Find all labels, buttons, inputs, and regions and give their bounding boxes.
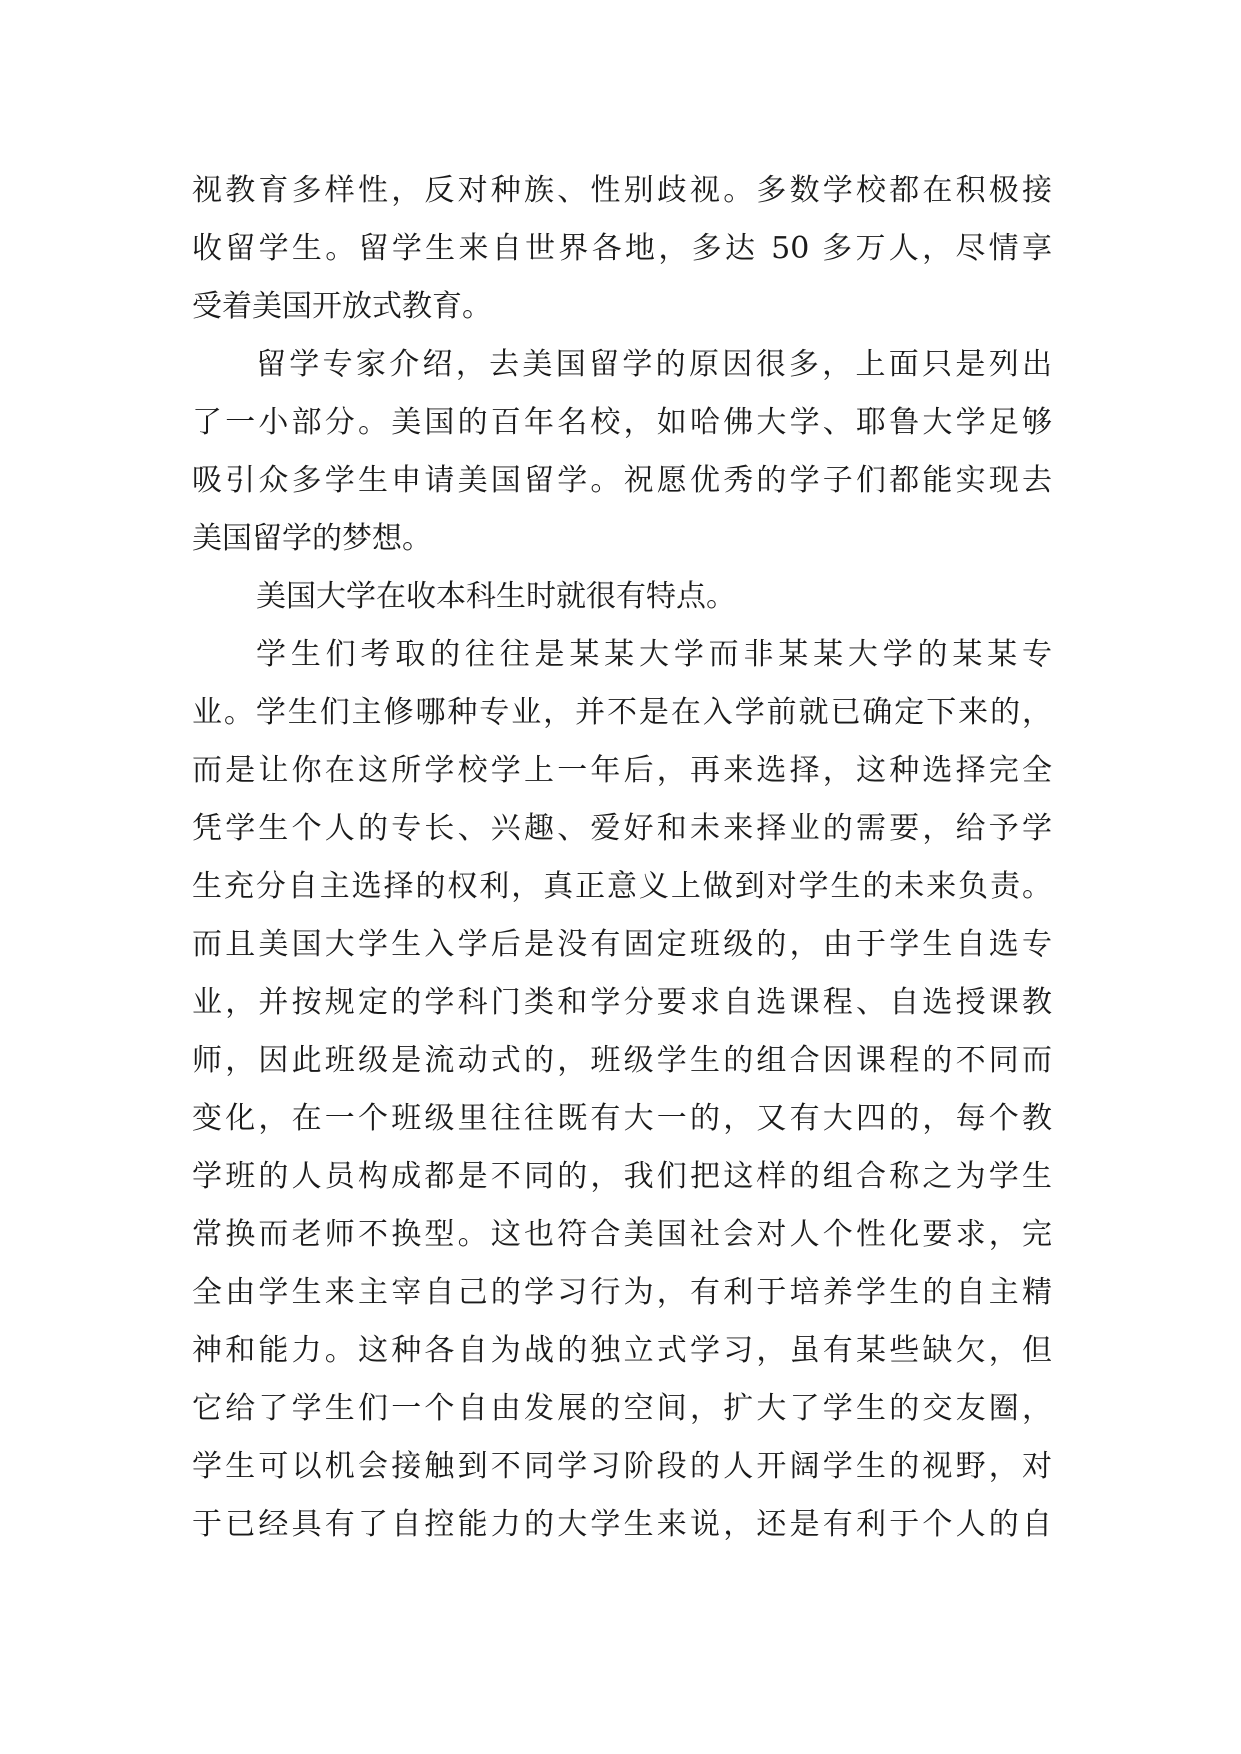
text-line: 受着美国开放式教育。: [192, 289, 492, 324]
text-line: 了一小部分。美国的百年名校，如哈佛大学、耶鲁大学足够: [192, 405, 1052, 440]
paragraph-first-line: 美国大学在收本科生时就很有特点。: [256, 579, 736, 614]
text-line: 常换而老师不换型。这也符合美国社会对人个性化要求，完: [192, 1217, 1052, 1252]
text-line: 美国留学的梦想。: [192, 521, 432, 556]
text-line: 而是让你在这所学校学上一年后，再来选择，这种选择完全: [192, 753, 1052, 788]
text-line: 全由学生来主宰自己的学习行为，有利于培养学生的自主精: [192, 1275, 1052, 1310]
text-line: 神和能力。这种各自为战的独立式学习，虽有某些缺欠，但: [192, 1333, 1052, 1368]
text-line: 学生可以机会接触到不同学习阶段的人开阔学生的视野，对: [192, 1449, 1052, 1484]
text-line: 凭学生个人的专长、兴趣、爱好和未来择业的需要，给予学: [192, 811, 1052, 846]
text-line: 业。学生们主修哪种专业，并不是在入学前就已确定下来的，: [192, 695, 1052, 730]
text-line: 业，并按规定的学科门类和学分要求自选课程、自选授课教: [192, 985, 1052, 1020]
text-line: 于已经具有了自控能力的大学生来说，还是有利于个人的自: [192, 1507, 1052, 1542]
text-line: 视教育多样性，反对种族、性别歧视。多数学校都在积极接: [192, 173, 1052, 208]
text-line: 而且美国大学生入学后是没有固定班级的，由于学生自选专: [192, 927, 1052, 962]
text-line: 变化，在一个班级里往往既有大一的，又有大四的，每个教: [192, 1101, 1052, 1136]
text-line: 师，因此班级是流动式的，班级学生的组合因课程的不同而: [192, 1043, 1052, 1078]
text-line: 它给了学生们一个自由发展的空间，扩大了学生的交友圈，: [192, 1391, 1052, 1426]
text-line: 学班的人员构成都是不同的，我们把这样的组合称之为学生: [192, 1159, 1052, 1194]
text-line: 吸引众多学生申请美国留学。祝愿优秀的学子们都能实现去: [192, 463, 1052, 498]
paragraph-first-line: 留学专家介绍，去美国留学的原因很多，上面只是列出: [256, 347, 1052, 382]
paragraph-first-line: 学生们考取的往往是某某大学而非某某大学的某某专: [256, 637, 1052, 672]
text-line: 生充分自主选择的权利，真正意义上做到对学生的未来负责。: [192, 869, 1052, 904]
body-text: [192, 162, 1052, 1554]
text-line: 收留学生。留学生来自世界各地，多达 50 多万人，尽情享: [192, 231, 1052, 266]
